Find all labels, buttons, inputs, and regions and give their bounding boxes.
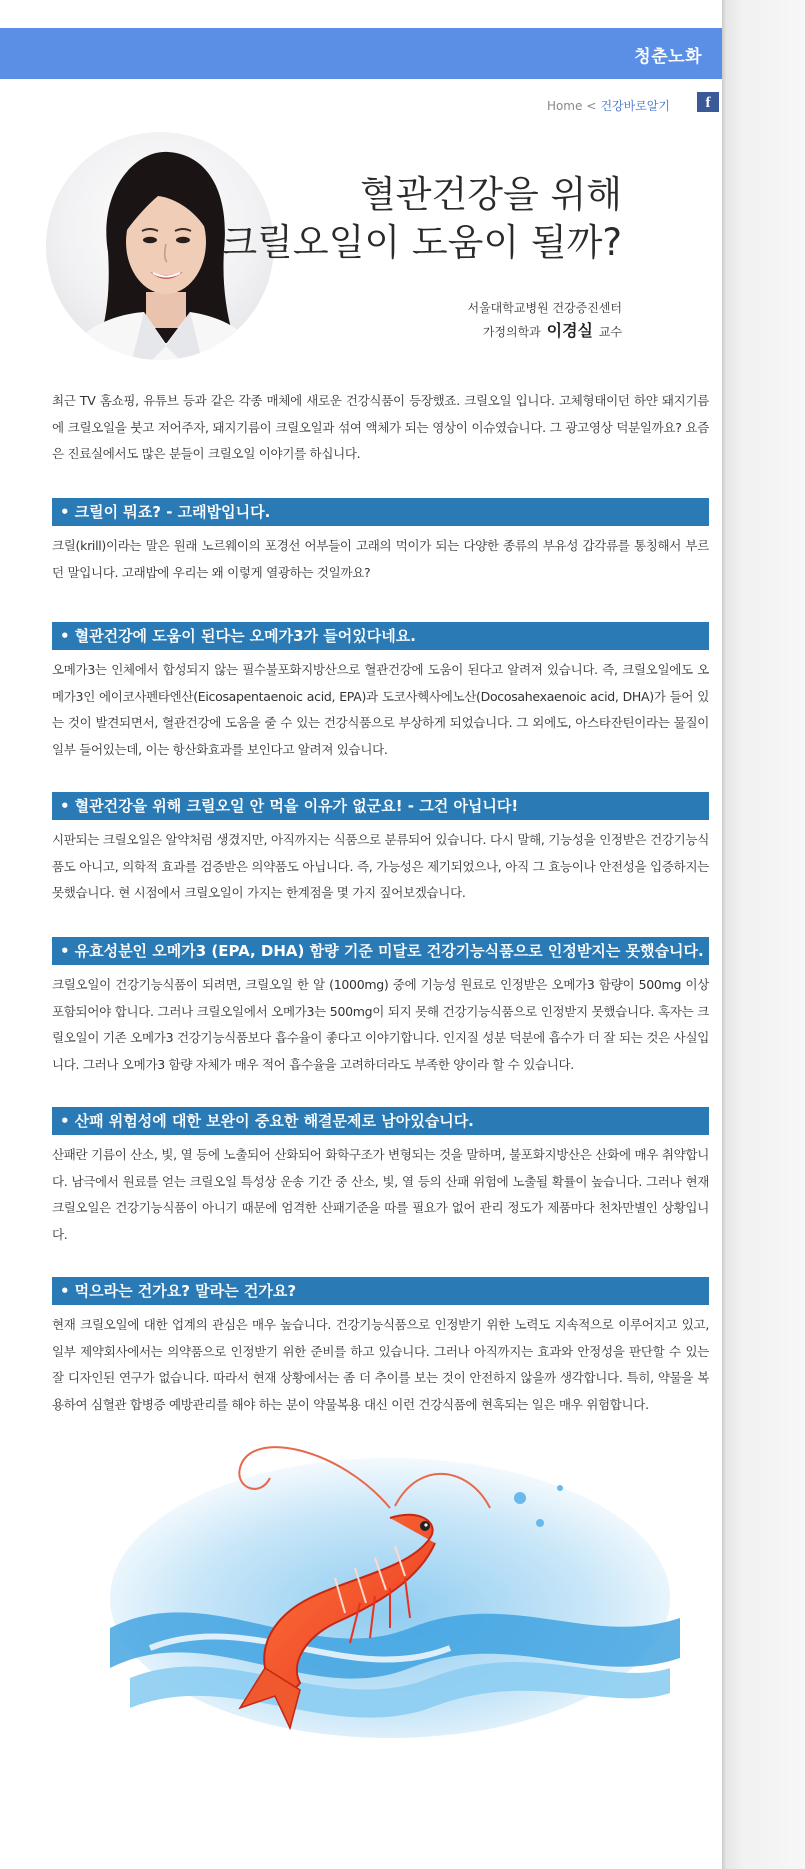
- section-body: 시판되는 크릴오일은 알약처럼 생겼지만, 아직까지는 식품으로 분류되어 있습니다. 다시 말해, 기능성을 인정받은 건강기능식품도 아니고, 의학적 효과를 검증받은 의약품도 아닙니다. 즉, 가능성은 제기되었으나, 아직 그 효능이나 안전성을 입증하지는 못했습니다. 현 시점에서 크릴오일이 가지는 한계점을 몇 가지 짚어보겠습니다.: [52, 832, 709, 900]
- category-header: [0, 28, 722, 79]
- author-position: 교수: [598, 325, 622, 339]
- section-heading-text: 크릴이 뭐죠? - 고래밥입니다.: [74, 503, 271, 521]
- section-heading: [52, 622, 709, 650]
- article-title-line1: 혈관건강을 위해: [360, 172, 622, 216]
- section-heading: [52, 498, 709, 526]
- bullet-icon: •: [60, 503, 70, 521]
- section-heading: [52, 937, 709, 965]
- section-heading-text: 산패 위험성에 대한 보완이 중요한 해결문제로 남아있습니다.: [74, 1112, 474, 1130]
- section-heading-text: 유효성분인 오메가3 (EPA, DHA) 함량 기준 미달로 건강기능식품으로 인정받지는 못했습니다.: [74, 942, 704, 960]
- section-body: 오메가3는 인체에서 합성되지 않는 필수불포화지방산으로 혈관건강에 도움이 된다고 알려져 있습니다. 즉, 크릴오일에도 오메가3인 에이코사펜타엔산(Eicosapentaenoic acid, EPA)과 도코사헥사에노산(Docosahexaenoic acid, DHA)가 들어 있는 것이 발견되면서, 혈관건강에 도움을 줄 수 있는 건강식품으로 부상하게 되었습니다. 그 외에도, 아스타잔틴이라는 물질이 일부 들어있는데, 이는 항산화효과를 보인다고 알려져 있습니다.: [52, 662, 709, 757]
- section-body: 크릴오일이 건강기능식품이 되려면, 크릴오일 한 알 (1000mg) 중에 기능성 원료로 인정받은 오메가3 함량이 500mg 이상 포함되어야 합니다. 그러나 크릴오일에서 오메가3는 500mg이 되지 못해 건강기능식품으로 인정받지 못했습니다. 혹자는 크릴오일이 기존 오메가3 건강기능식품보다 흡수율이 좋다고 이야기합니다. 인지질 성분 덕분에 흡수가 더 잘 되는 것은 사실입니다. 그러나 오메가3 함량 자체가 매우 적어 흡수율을 고려하더라도 부족한 양이라 할 수 있습니다.: [52, 977, 709, 1072]
- krill-illustration: [90, 1428, 690, 1758]
- bullet-icon: •: [60, 627, 70, 645]
- breadcrumb-current-link[interactable]: 건강바로알기: [600, 99, 670, 113]
- breadcrumb: [547, 97, 670, 114]
- section-heading-text: 먹으라는 건가요? 말라는 건가요?: [74, 1282, 297, 1300]
- section-body: 현재 크릴오일에 대한 업계의 관심은 매우 높습니다. 건강기능식품으로 인정받기 위한 노력도 지속적으로 이루어지고 있고, 일부 제약회사에서는 의약품으로 인정받기 위한 준비를 하고 있습니다. 그러나 아직까지는 효과와 안정성을 판단할 수 있는 잘 디자인된 연구가 없습니다. 따라서 현재 상황에서는 좀 더 추이를 보는 것이 안전하지 않을까 생각합니다. 특히, 약물을 복용하여 심혈관 합병증 예방관리를 해야 하는 분이 약물복용 대신 이런 건강식품에 현혹되는 일은 매우 위험합니다.: [52, 1317, 709, 1412]
- author-name: 이경실: [546, 321, 593, 340]
- breadcrumb-separator: <: [586, 99, 597, 113]
- author-organization: 서울대학교병원 건강증진센터: [467, 301, 622, 315]
- author-line: [483, 318, 622, 341]
- section-heading: [52, 1277, 709, 1305]
- right-page-shadow: [722, 0, 805, 1869]
- section-heading: [52, 792, 709, 820]
- facebook-share-icon[interactable]: f: [697, 92, 719, 112]
- category-title: 청춘노화: [634, 47, 702, 67]
- section-heading-text: 혈관건강을 위해 크릴오일 안 먹을 이유가 없군요! - 그건 아닙니다!: [74, 797, 519, 815]
- bullet-icon: •: [60, 942, 70, 960]
- intro-paragraph: 최근 TV 홈쇼핑, 유튜브 등과 같은 각종 매체에 새로운 건강식품이 등장했죠. 크릴오일 입니다. 고체형태이던 하얀 돼지기름에 크릴오일을 붓고 저어주자, 돼지기름이 크릴오일과 섞여 액체가 되는 영상이 이슈였습니다. 그 광고영상 덕분일까요? 요즘은 진료실에서도 많은 분들이 크릴오일 이야기를 하십니다.: [52, 393, 709, 461]
- bullet-icon: •: [60, 1112, 70, 1130]
- section-heading: [52, 1107, 709, 1135]
- article-title: [221, 171, 622, 267]
- section-body: 산패란 기름이 산소, 빛, 열 등에 노출되어 산화되어 화학구조가 변형되는 것을 말하며, 불포화지방산은 산화에 매우 취약합니다. 남극에서 원료를 얻는 크릴오일 특성상 운송 기간 중 산소, 빛, 열 등의 산패 위험에 노출될 확률이 높습니다. 그러나 현재 크릴오일은 건강기능식품이 아니기 때문에 엄격한 산패기준을 따를 필요가 없어 관리 정도가 제품마다 천차만별인 상황입니다.: [52, 1147, 709, 1242]
- bullet-icon: •: [60, 1282, 70, 1300]
- breadcrumb-home-link[interactable]: Home: [546, 99, 583, 113]
- author-department: 가정의학과: [482, 325, 541, 339]
- bullet-icon: •: [60, 797, 70, 815]
- article-title-line2: 크릴오일이 도움이 될까?: [221, 220, 622, 264]
- section-heading-text: 혈관건강에 도움이 된다는 오메가3가 들어있다네요.: [74, 627, 416, 645]
- section-body: 크릴(krill)이라는 말은 원래 노르웨이의 포경선 어부들이 고래의 먹이가 되는 다양한 종류의 부유성 갑각류를 통칭해서 부르던 말입니다. 고래밥에 우리는 왜 이렇게 열광하는 것일까요?: [52, 538, 709, 580]
